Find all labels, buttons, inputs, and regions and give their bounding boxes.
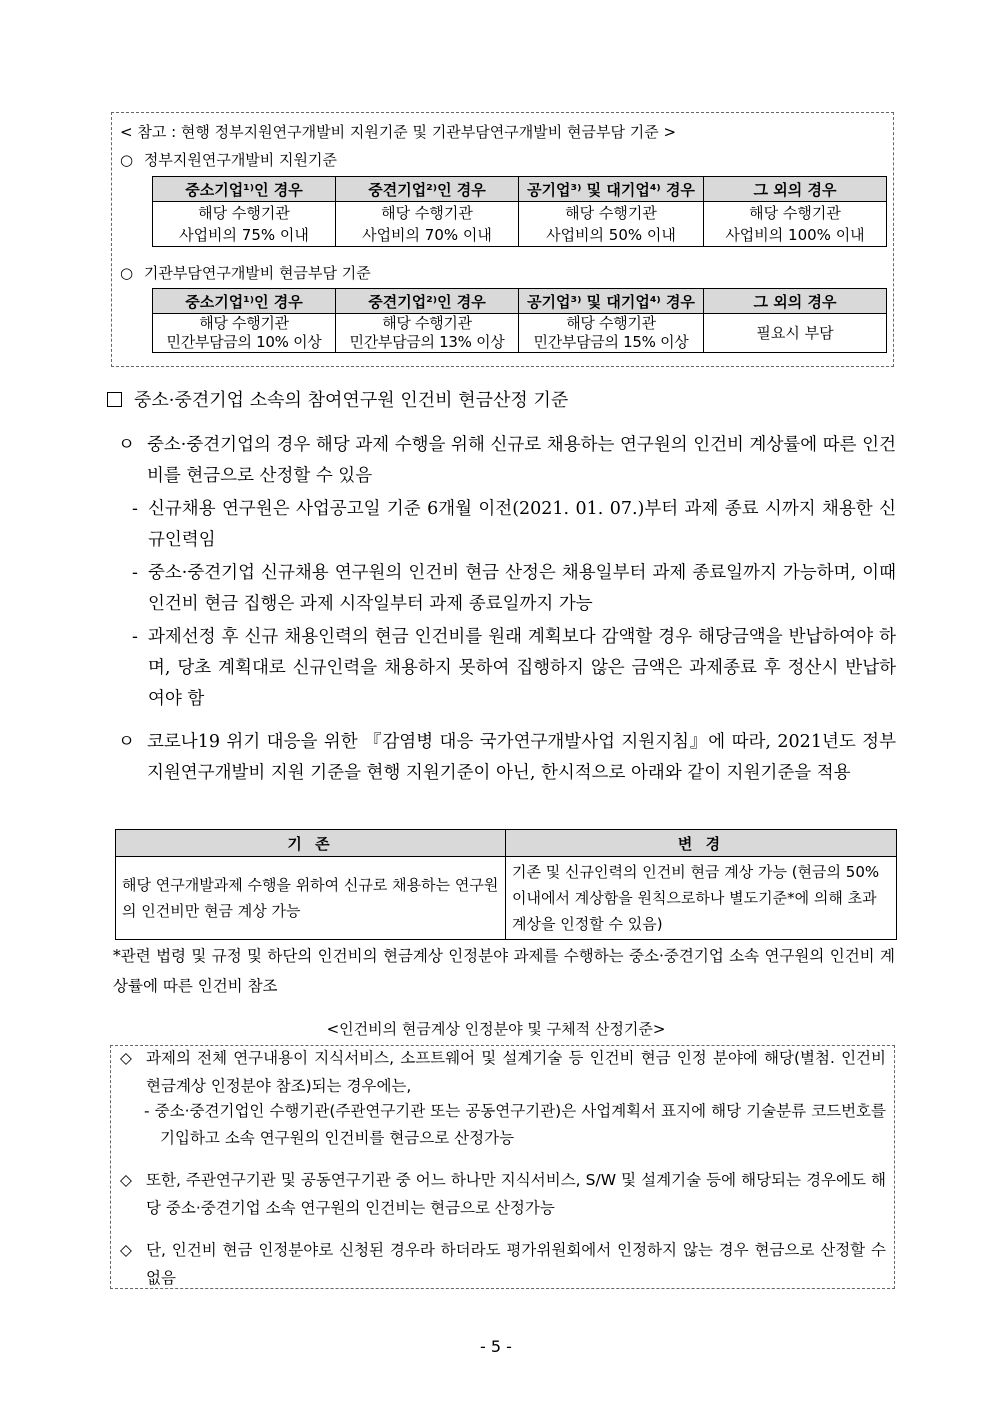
diamond-bullet-icon: ◇ (120, 1171, 132, 1189)
circle-bullet: ○ (120, 151, 134, 169)
checkbox-square-icon (107, 392, 122, 407)
criteria-item-1-sub: - 중소·중견기업인 수행기관(주관연구기관 또는 공동연구기관)은 사업계획서 표지에 해당 기술분류 코드번호를 기입하고 소속 연구원의 인건비를 현금으로 산정가능 (144, 1102, 886, 1147)
header-after: 변 경 (506, 830, 897, 857)
header-other: 그 외의 경우 (704, 177, 887, 202)
reference-title: < 참고 : 현행 정부지원연구개발비 지원기준 및 기관부담연구개발비 현금부담 기준 > (120, 123, 677, 141)
table-cell: 해당 수행기관 민간부담금의 13% 이상 (336, 314, 519, 353)
criteria-item-1: ◇ 과제의 전체 연구내용이 지식서비스, 소프트웨어 및 설계기술 등 인건비 현금 인정 분야에 해당(별첨. 인건비 현금계상 인정분야 참조)되는 경우에는, (120, 1044, 886, 1100)
dash-mark: - (132, 627, 138, 647)
paragraph-1: ㅇ 중소·중견기업의 경우 해당 과제 수행을 위해 신규로 채용하는 연구원의 인건비 계상률에 따른 인건비를 현금으로 산정할 수 있음 (118, 430, 896, 492)
header-midsize: 중견기업²⁾인 경우 (336, 177, 519, 202)
dash-mark: - (132, 499, 138, 519)
diamond-bullet-icon: ◇ (120, 1049, 132, 1067)
circle-bullet: ○ (120, 264, 134, 282)
criteria-item-3: ◇ 단, 인건비 현금 인정분야로 신청된 경우라 하더라도 평가위원회에서 인정하지 않는 경우 현금으로 산정할 수 없음 (120, 1236, 886, 1292)
change-table (115, 829, 897, 940)
table-cell: 해당 수행기관 민간부담금의 15% 이상 (519, 314, 704, 353)
header-public-large: 공기업³⁾ 및 대기업⁴⁾ 경우 (519, 177, 704, 202)
header-sme: 중소기업¹⁾인 경우 (153, 289, 336, 314)
sub-item-3: - 과제선정 후 신규 채용인력의 현금 인건비를 원래 계획보다 감액할 경우 해당금액을 반납하여야 하며, 당초 계획대로 신규인력을 채용하지 못하여 집행하지 않은 금액은 과제종료 후 정산시 반납하여야 함 (128, 622, 896, 715)
reference-item-2 (120, 262, 371, 283)
cell-after: 기존 및 신규인력의 인건비 현금 계상 가능 (현금의 50%이내에서 계상함을 원칙으로하나 별도기준*에 의해 초과계상을 인정할 수 있음) (506, 857, 897, 940)
table-cell: 해당 수행기관 사업비의 75% 이내 (153, 202, 336, 247)
table-cell: 필요시 부담 (704, 314, 887, 353)
page-number: - 5 - (480, 1337, 512, 1356)
table-cell: 해당 수행기관 사업비의 100% 이내 (704, 202, 887, 247)
reference-item-1-heading: 정부지원연구개발비 지원기준 (143, 151, 338, 169)
cell-before: 해당 연구개발과제 수행을 위하여 신규로 채용하는 연구원의 인건비만 현금 계상 가능 (116, 857, 506, 940)
support-criteria-table (152, 176, 887, 247)
bullet-mark: ㅇ (118, 435, 135, 455)
paragraph-2: ㅇ 코로나19 위기 대응을 위한 『감염병 대응 국가연구개발사업 지원지침』에 따라, 2021년도 정부지원연구개발비 지원 기준을 현행 지원기준이 아닌, 한시적으로 아래와 같이 지원기준을 적용 (118, 727, 896, 789)
bullet-mark: ㅇ (118, 732, 135, 752)
dash-mark: - (132, 563, 138, 583)
diamond-bullet-icon: ◇ (120, 1241, 132, 1259)
criteria-item-2: ◇ 또한, 주관연구기관 및 공동연구기관 중 어느 하나만 지식서비스, S/W 및 설계기술 등에 해당되는 경우에도 해당 중소·중견기업 소속 연구원의 인건비는 현금으로 산정가능 (120, 1166, 886, 1222)
header-before: 기 존 (116, 830, 506, 857)
cash-burden-table (152, 288, 887, 353)
criteria-caption: <인건비의 현금계상 인정분야 및 구체적 산정기준> (326, 1020, 666, 1038)
sub-item-2: - 중소·중견기업 신규채용 연구원의 인건비 현금 산정은 채용일부터 과제 종료일까지 가능하며, 이때 인건비 현금 집행은 과제 시작일부터 과제 종료일까지 가능 (128, 558, 896, 620)
reference-item-2-heading: 기관부담연구개발비 현금부담 기준 (143, 264, 371, 282)
section-heading: 중소·중견기업 소속의 참여연구원 인건비 현금산정 기준 (107, 386, 568, 412)
sub-item-1: - 신규채용 연구원은 사업공고일 기준 6개월 이전(2021. 01. 07.)부터 과제 종료 시까지 채용한 신규인력임 (128, 494, 896, 556)
table-cell: 해당 수행기관 사업비의 70% 이내 (336, 202, 519, 247)
header-public-large: 공기업³⁾ 및 대기업⁴⁾ 경우 (519, 289, 704, 314)
reference-item-1 (120, 149, 337, 170)
table-cell: 해당 수행기관 사업비의 50% 이내 (519, 202, 704, 247)
footnote: *관련 법령 및 규정 및 하단의 인건비의 현금계상 인정분야 과제를 수행하는 중소·중견기업 소속 연구원의 인건비 계상률에 따른 인건비 참조 (113, 947, 895, 995)
header-midsize: 중견기업²⁾인 경우 (336, 289, 519, 314)
table-cell: 해당 수행기관 민간부담금의 10% 이상 (153, 314, 336, 353)
header-sme: 중소기업¹⁾인 경우 (153, 177, 336, 202)
header-other: 그 외의 경우 (704, 289, 887, 314)
